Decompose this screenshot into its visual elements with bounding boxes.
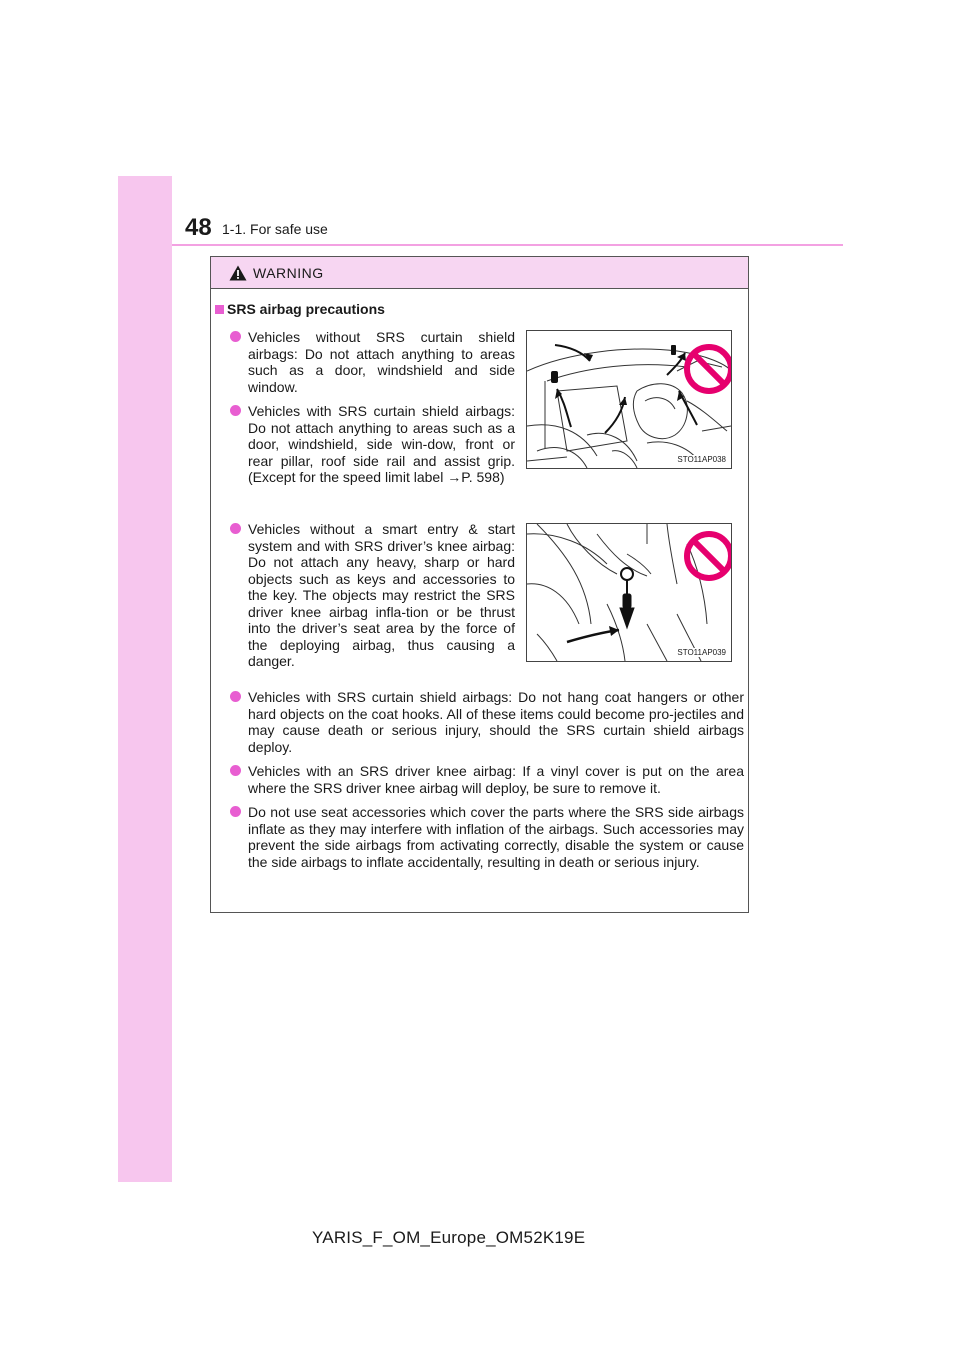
bullet-icon bbox=[230, 405, 241, 416]
list-item bbox=[230, 329, 515, 397]
warning-header bbox=[211, 257, 748, 289]
figure-code: STO11AP039 bbox=[677, 648, 726, 657]
list-item-text: Vehicles with SRS curtain shield airbags: Do not hang coat hangers or other hard objects on the coat hooks. All of these items could become pro-jectiles and may cause death or serious injury, should the SRS curtain shield airbags deploy. bbox=[248, 689, 744, 755]
list-item-text: Vehicles with an SRS driver knee airbag: If a vinyl cover is put on the area where the SRS driver knee airbag will deploy, be sure to remove it. bbox=[248, 763, 744, 796]
list-item-text: Vehicles without a smart entry & start system and with SRS driver’s knee airbag: Do not attach any heavy, sharp or hard objects such as keys and accessories to the key. The objects may restrict the SRS driver knee airbag infla-tion or be thrust into the driver’s seat area by the force of the deploying airbag, thus causing a danger. bbox=[248, 521, 515, 669]
bullet-icon bbox=[230, 765, 241, 776]
bullet-icon bbox=[230, 331, 241, 342]
list-item bbox=[230, 763, 744, 799]
document-footer-id: YARIS_F_OM_Europe_OM52K19E bbox=[312, 1228, 586, 1247]
side-color-band bbox=[118, 176, 172, 1182]
steering-column-drawing bbox=[527, 524, 731, 661]
warning-title: WARNING bbox=[253, 265, 324, 281]
car-interior-drawing bbox=[527, 331, 731, 468]
figure-code: STO11AP038 bbox=[677, 455, 726, 464]
warning-triangle-icon bbox=[229, 265, 247, 281]
warning-box bbox=[210, 256, 749, 913]
list-item-text: Vehicles with SRS curtain shield airbags: Do not attach anything to areas such as a door, windshield, side win-dow, front or rear pillar, roof side rail and assist grip. (Except for the speed limit label →P. 598) bbox=[248, 403, 515, 485]
illustration-interior-attach-points bbox=[526, 330, 732, 469]
list-item bbox=[230, 689, 744, 757]
page-number: 48 bbox=[185, 214, 212, 241]
list-item bbox=[230, 403, 515, 503]
square-bullet-icon bbox=[215, 305, 224, 314]
list-item bbox=[230, 521, 515, 671]
section-title: 1-1. For safe use bbox=[222, 221, 328, 237]
bullet-icon bbox=[230, 806, 241, 817]
list-item-text: Vehicles without SRS curtain shield airbags: Do not attach anything to areas such as a door, windshield and side window. bbox=[248, 329, 515, 395]
bullet-icon bbox=[230, 691, 241, 702]
header-divider bbox=[172, 244, 843, 246]
section-heading bbox=[215, 301, 385, 317]
list-item bbox=[230, 804, 744, 892]
bullet-icon bbox=[230, 523, 241, 534]
section-heading-text: SRS airbag precautions bbox=[227, 301, 385, 317]
illustration-key-knee-airbag bbox=[526, 523, 732, 662]
list-item-text: Do not use seat accessories which cover the parts where the SRS side airbags inflate as they may interfere with inflation of the airbags. Such accessories may prevent the side airbags from activating correctly, disable the system or cause the side airbags to inflate accidentally, resulting in death or serious injury. bbox=[248, 804, 744, 870]
